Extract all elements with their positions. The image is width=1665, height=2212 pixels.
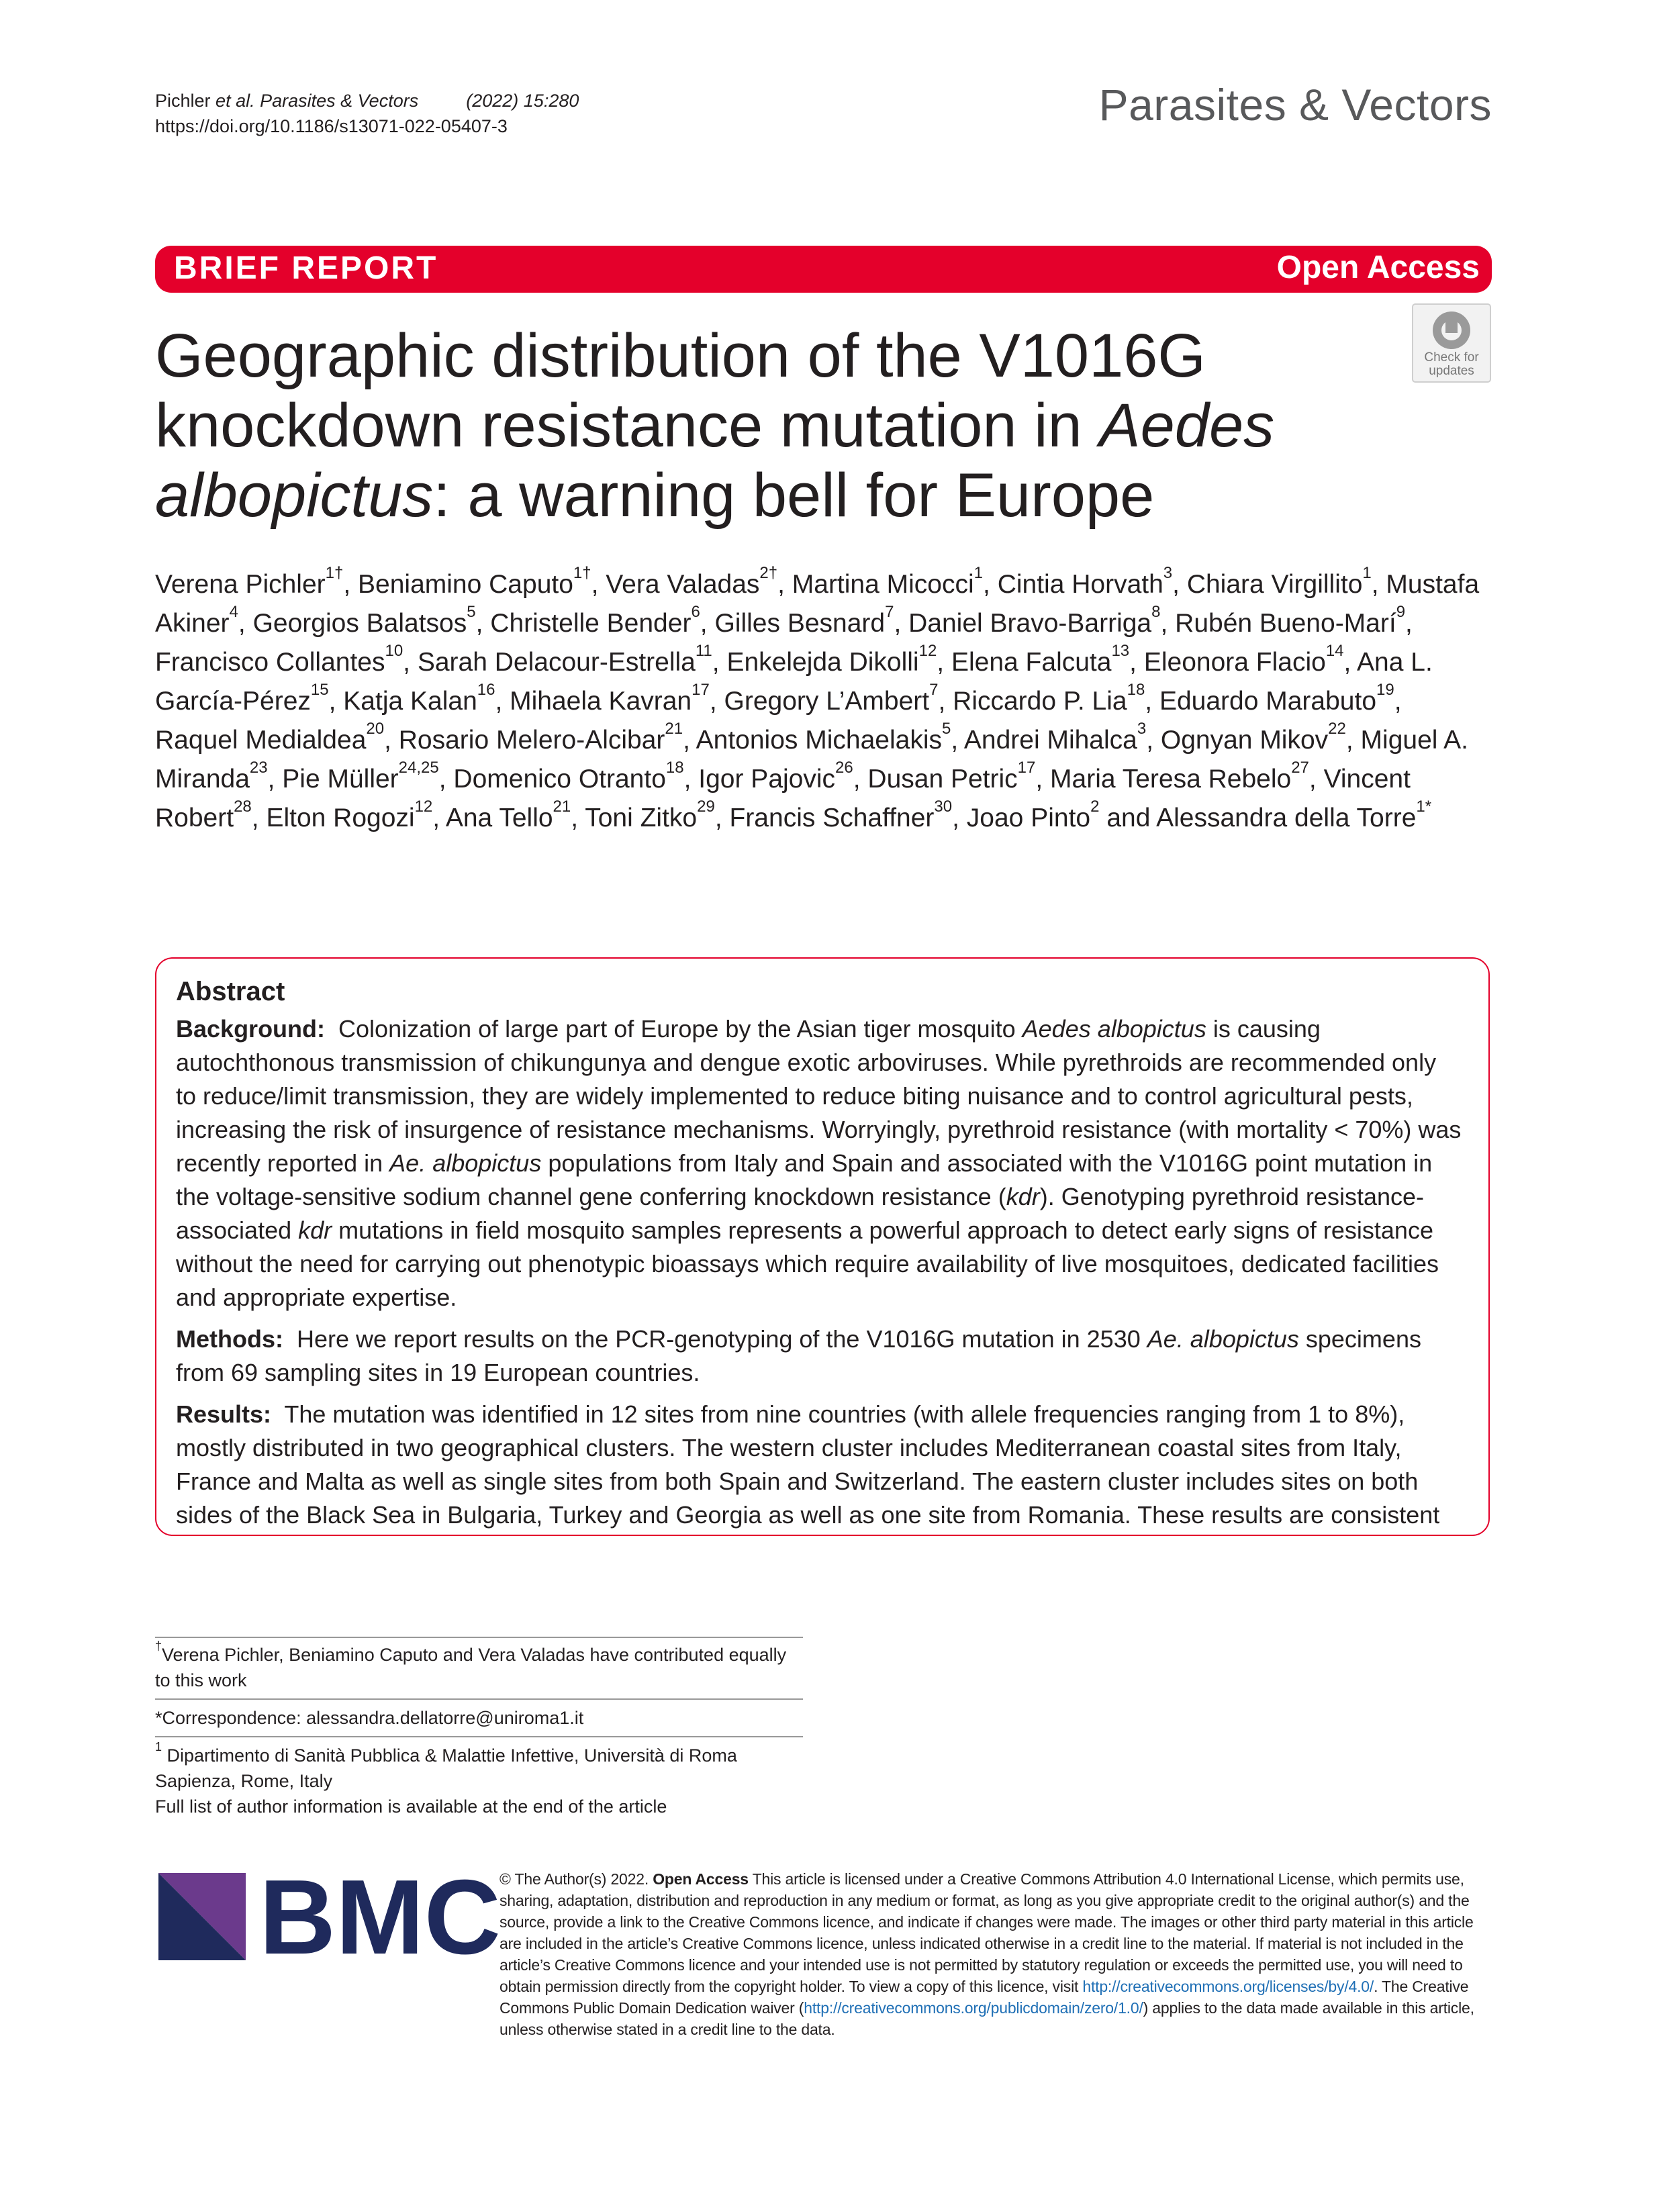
author-name[interactable]: Mustafa Akiner bbox=[155, 570, 1480, 638]
author-name[interactable]: Dusan Petric bbox=[867, 765, 1018, 794]
authors-and: and bbox=[1106, 804, 1151, 832]
footnote-rule-2 bbox=[155, 1698, 803, 1700]
bmc-logo-text: BMC bbox=[259, 1858, 501, 1976]
check-label-1: Check for bbox=[1424, 350, 1479, 365]
author-affiliation: 30 bbox=[934, 798, 953, 816]
author-name[interactable]: Antonios Michaelakis bbox=[696, 726, 942, 755]
abstract-background: Background: Colonization of large part of Europe by the Asian tiger mosquito Aedes albopictus is causing autochthonous transmission of chikungunya and dengue exotic arboviruses. While pyrethroids are recommended only to reduce/limit transmission, they are widely implemented to reduce biting nuisance and to control agricultural pests, increasing the risk of insurgence of resistance mechanisms. Worryingly, pyrethroid resistance (with mortality < 70%) was recently reported in Ae. albopictus populations from Italy and Spain and associated with the V1016G point mutation in the voltage-sensitive sodium channel gene conferring knockdown resistance (kdr). Genotyping pyrethroid resistance-associated kdr mutations in field mosquito samples represents a powerful approach to detect early signs of resistance without the need for carrying out phenotypic bioassays which require availability of live mosquitoes, dedicated facilities and appropriate expertise. bbox=[176, 1015, 1462, 1311]
abstract-box bbox=[155, 957, 1490, 1536]
author-affiliation: 11 bbox=[695, 642, 712, 660]
author-affiliation: 4 bbox=[229, 603, 238, 621]
author-affiliation: 12 bbox=[918, 642, 937, 660]
author-affiliation: 7 bbox=[929, 681, 939, 699]
author-affiliation: 2 bbox=[1090, 798, 1100, 816]
license-statement: © The Author(s) 2022. Open Access This article is licensed under a Creative Commons Attribution 4.0 International License, which permits use, sharing, adaptation, distribution and reproduction in any medium or format, as long as you give appropriate credit to the original author(s) and the source, provide a link to the Creative Commons licence, and indicate if changes were made. The images or other third party material in this article are included in the article’s Creative Commons licence, unless indicated otherwise in a credit line to the material. If material is not included in the article’s Creative Commons licence and your intended use is not permitted by statutory regulation or exceeds the permitted use, you will need to obtain permission directly from the copyright holder. To view a copy of this licence, visit http://creativecommons.org/licenses/by/4.0/. The Creative Commons Public Domain Dedication waiver (http://creativecommons.org/publicdomain/zero/1.0/) applies to the data made available in this article, unless otherwise stated in a credit line to the data. bbox=[500, 1870, 1474, 2038]
author-affiliation: 2† bbox=[759, 564, 778, 582]
author-name[interactable]: Ana L. García‑Pérez bbox=[155, 648, 1433, 716]
author-name[interactable]: Miguel A. Miranda bbox=[155, 726, 1468, 794]
author-name[interactable]: Ana Tello bbox=[445, 804, 553, 832]
author-name[interactable]: Vincent Robert bbox=[155, 765, 1411, 832]
author-name[interactable]: Joao Pinto bbox=[966, 804, 1091, 832]
author-name[interactable]: Verena Pichler bbox=[155, 570, 326, 599]
author-name[interactable]: Pie Müller bbox=[282, 765, 399, 794]
author-affiliation: 6 bbox=[691, 603, 700, 621]
author-name[interactable]: Martina Micocci bbox=[792, 570, 974, 599]
open-access-label: Open Access bbox=[1276, 250, 1480, 285]
author-name[interactable]: Alessandra della Torre bbox=[1156, 804, 1417, 832]
author-name[interactable]: Elena Falcuta bbox=[951, 648, 1112, 677]
author-affiliation: 17 bbox=[692, 681, 710, 699]
author-name[interactable]: Cintia Horvath bbox=[997, 570, 1163, 599]
author-affiliation: 1† bbox=[325, 564, 344, 582]
author-name[interactable]: Katja Kalan bbox=[343, 687, 477, 716]
author-affiliation: 10 bbox=[385, 642, 403, 660]
cc-zero-link[interactable]: http://creativecommons.org/publicdomain/zero/1.0/ bbox=[804, 1999, 1143, 2017]
author-name[interactable]: Rosario Melero‑Alcibar bbox=[398, 726, 665, 755]
article-type-label: BRIEF REPORT bbox=[174, 250, 438, 286]
author-affiliation: 12 bbox=[414, 798, 433, 816]
article-type-band bbox=[155, 246, 1492, 293]
author-affiliation: 5 bbox=[467, 603, 476, 621]
author-name[interactable]: Riccardo P. Lia bbox=[953, 687, 1127, 716]
author-name[interactable]: Eleonora Flacio bbox=[1143, 648, 1326, 677]
citation-line: Pichler et al. Parasites & Vectors (2022) 15:280 bbox=[155, 91, 579, 111]
author-name[interactable]: Georgios Balatsos bbox=[252, 609, 467, 638]
abstract-heading: Abstract bbox=[176, 977, 285, 1006]
author-list: Verena Pichler$^{1\dagger}$, Beniamino Caputo$^{1\dagger}$, Vera Valadas$^{2\dagger}$, Martina Micocci$^1$, Cintia Horvath$^3$, Chiara Virgillito$^1$, Mustafa Akiner$^4$, Georgios Balatsos$^5$, Christelle Bender$^6$, Gilles Besnard$^7$, Daniel Bravo‑Barriga$^8$, Rubén Bueno‑Marí$^9$, Francisco Collantes$^{10}$, Sarah Delacour‑Estrella$^{11}$, Enkelejda Dikolli$^{12}$, Elena Falcuta$^{13}$, Eleonora Flacio$^{14}$, Ana L. García‑Pérez$^{15}$, Katja Kalan$^{16}$, Mihaela Kavran$^{17}$, Gregory L’Ambert$^7$, Riccardo P. Lia$^{18}$, Eduardo Marabuto$^{19}$, Raquel Medialdea$^{20}$, Rosario Melero‑Alcibar$^{21}$, Antonios Michaelakis$^5$, Andrei Mihalca$^3$, Ognyan Mikov$^{22}$, Miguel A. Miranda$^{23}$, Pie Müller$^{24,25}$, Domenico Otranto$^{18}$, Igor Pajovic$^{26}$, Dusan Petric$^{17}$, Maria Teresa Rebelo$^{27}$, Vincent Robert$^{28}$, Elton Rogozi$^{12}$, Ana Tello$^{21}$, Toni Zitko$^{29}$, Francis Schaffner$^{30}$, Joao Pinto$^2$ and Alessandra della Torre$^{1*}$ bbox=[155, 564, 1480, 832]
author-affiliation: 1 bbox=[1362, 564, 1372, 582]
author-name[interactable]: Mihaela Kavran bbox=[510, 687, 692, 716]
author-name[interactable]: Beniamino Caputo bbox=[358, 570, 573, 599]
author-name[interactable]: Igor Pajovic bbox=[698, 765, 836, 794]
author-name[interactable]: Daniel Bravo‑Barriga bbox=[908, 609, 1152, 638]
author-affiliation: 19 bbox=[1376, 681, 1394, 699]
author-name[interactable]: Chiara Virgillito bbox=[1186, 570, 1363, 599]
author-name[interactable]: Christelle Bender bbox=[490, 609, 692, 638]
footnote-rule-3 bbox=[155, 1736, 803, 1737]
author-affiliation: 26 bbox=[835, 759, 853, 777]
author-affiliation: 22 bbox=[1328, 720, 1346, 738]
author-affiliation: 1 bbox=[973, 564, 984, 582]
author-name[interactable]: Raquel Medialdea bbox=[155, 726, 367, 755]
footnote-rule-1 bbox=[155, 1637, 803, 1638]
author-affiliation: 24,25 bbox=[398, 759, 439, 777]
author-name[interactable]: Rubén Bueno‑Marí bbox=[1175, 609, 1396, 638]
author-affiliation: 18 bbox=[665, 759, 684, 777]
author-affiliation: 14 bbox=[1325, 642, 1344, 660]
article-title: Geographic distribution of the V1016G knockdown resistance mutation in Aedes albopictus: a warning bell for Europe bbox=[155, 322, 1275, 530]
correspondence-note[interactable]: *Correspondence: alessandra.dellatorre@uniroma1.it bbox=[155, 1708, 584, 1728]
author-affiliation: 15 bbox=[310, 681, 329, 699]
author-name[interactable]: Francisco Collantes bbox=[155, 648, 385, 677]
author-name[interactable]: Gregory L’Ambert bbox=[724, 687, 930, 716]
author-affiliation: 28 bbox=[234, 798, 252, 816]
full-author-info-note: Full list of author information is available at the end of the article bbox=[155, 1796, 667, 1817]
citation-header bbox=[155, 88, 579, 139]
author-name[interactable]: Ognyan Mikov bbox=[1160, 726, 1329, 755]
journal-name: Parasites & Vectors bbox=[1098, 80, 1492, 130]
author-affiliation: 9 bbox=[1396, 603, 1406, 621]
author-name[interactable]: Francis Schaffner bbox=[729, 804, 935, 832]
author-affiliation: 7 bbox=[885, 603, 894, 621]
author-affiliation: 21 bbox=[553, 798, 571, 816]
author-name[interactable]: Eduardo Marabuto bbox=[1159, 687, 1377, 716]
equal-contribution-note: †Verena Pichler, Beniamino Caputo and Vera Valadas have contributed equally to this work bbox=[155, 1639, 787, 1690]
author-name[interactable]: Gilles Besnard bbox=[714, 609, 886, 638]
cc-by-link[interactable]: http://creativecommons.org/licenses/by/4.0/ bbox=[1082, 1978, 1374, 1995]
check-label-2: updates bbox=[1429, 364, 1474, 378]
bmc-logo bbox=[158, 1858, 501, 1976]
author-name[interactable]: Maria Teresa Rebelo bbox=[1050, 765, 1292, 794]
check-for-updates-badge[interactable] bbox=[1412, 303, 1491, 383]
abstract-results: Results: The mutation was identified in 12 sites from nine countries (with allele frequencies ranging from 1 to 8%), mostly distributed in two geographical clusters. The western cluster includes Mediterranean coastal sites from Italy, France and Malta as well as single sites from both Spain and Switzerland. The eastern cluster includes sites on both sides of the Black Sea in Bulgaria, Turkey and Georgia as well as one site from Romania. These results are consistent bbox=[176, 1400, 1440, 1529]
author-affiliation: 17 bbox=[1017, 759, 1036, 777]
author-affiliation: 1* bbox=[1416, 798, 1432, 816]
author-name[interactable]: Enkelejda Dikolli bbox=[726, 648, 919, 677]
author-affiliation: 29 bbox=[697, 798, 715, 816]
author-affiliation: 21 bbox=[665, 720, 683, 738]
author-name[interactable]: Vera Valadas bbox=[606, 570, 760, 599]
author-affiliation: 16 bbox=[477, 681, 495, 699]
author-affiliation: 1† bbox=[573, 564, 591, 582]
doi-link[interactable]: https://doi.org/10.1186/s13071-022-05407-3 bbox=[155, 116, 508, 136]
author-affiliation: 8 bbox=[1151, 603, 1161, 621]
author-affiliation: 3 bbox=[1163, 564, 1173, 582]
author-affiliation: 27 bbox=[1291, 759, 1309, 777]
author-affiliation: 20 bbox=[366, 720, 385, 738]
author-affiliation: 5 bbox=[942, 720, 951, 738]
author-name[interactable]: Elton Rogozi bbox=[266, 804, 415, 832]
author-name[interactable]: Sarah Delacour‑Estrella bbox=[417, 648, 696, 677]
author-affiliation: 23 bbox=[249, 759, 268, 777]
author-affiliation: 18 bbox=[1127, 681, 1145, 699]
author-name[interactable]: Toni Zitko bbox=[585, 804, 698, 832]
abstract-methods: Methods: Here we report results on the PCR-genotyping of the V1016G mutation in 2530 Ae. albopictus specimens from 69 sampling sites in 19 European countries. bbox=[176, 1325, 1421, 1386]
author-name[interactable]: Domenico Otranto bbox=[453, 765, 666, 794]
author-affiliation: 13 bbox=[1111, 642, 1130, 660]
affiliation-note: $^1$ Dipartimento di Sanità Pubblica & Malattie Infettive, Università di Roma Sapienza, Rome, Italy bbox=[155, 1740, 737, 1791]
author-name[interactable]: Andrei Mihalca bbox=[963, 726, 1137, 755]
author-affiliation: 3 bbox=[1137, 720, 1147, 738]
